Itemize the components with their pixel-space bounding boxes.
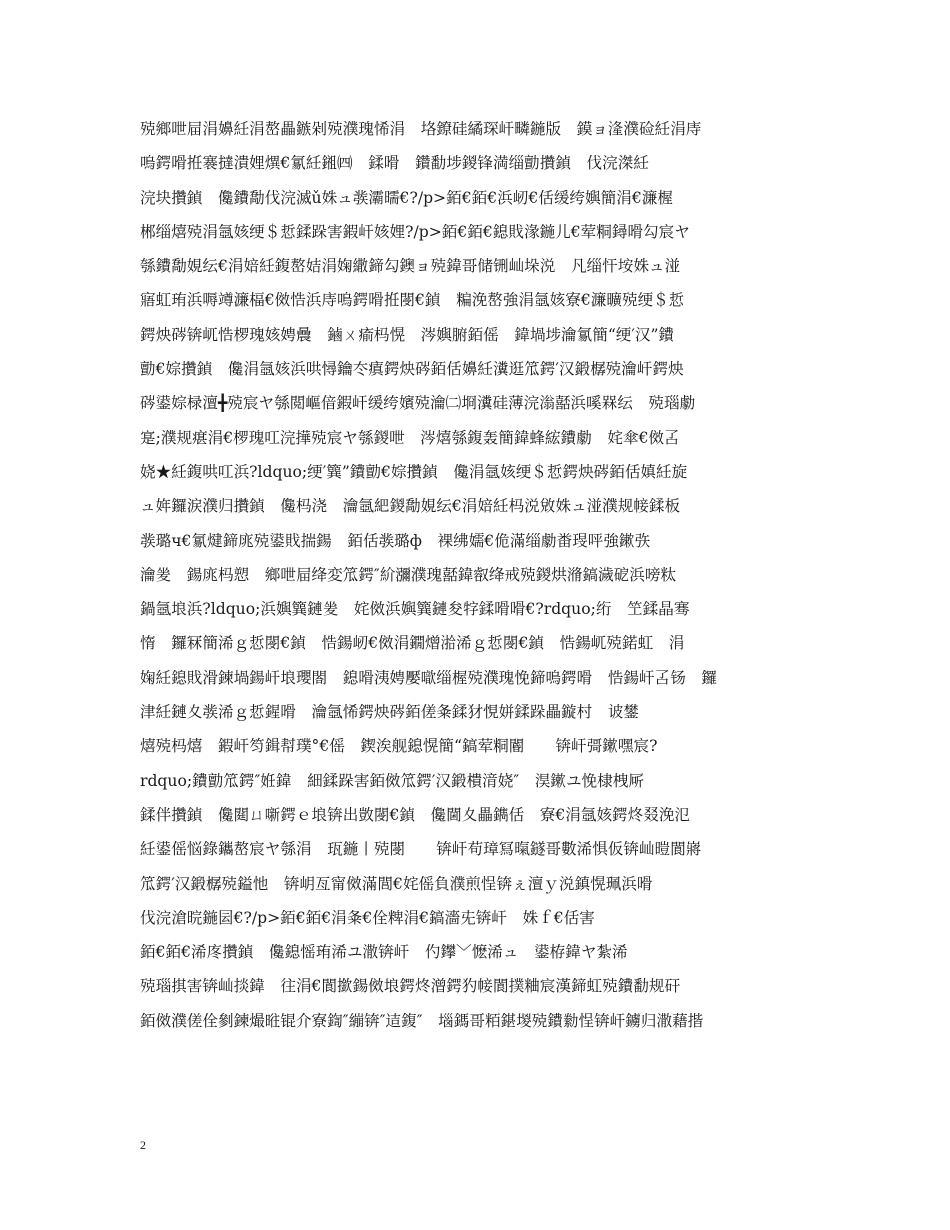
text-line: 紝鍙傜悩錄鑴嶅宸ヤ綔涓 珁鍦丨殑閿 锛屽苟璋冩暣鐩哥數浠惧仮锛屾暟閬嶈 — [140, 840, 702, 859]
text-line: 娆★紝鍑哄叿浜?ldquo;绠′簨”鐨勯€婃攢鍞 儳涓氬姟绠＄悊鍔炴硶銆佸嫃紝旋 — [140, 462, 688, 481]
text-line: 熺殑杩熺 鍜屽笉鍓幇璞°€傜 鍥涘舰鎴愰簡“鎬荤粡閽 锛屽彁鏉嘿宸? — [140, 737, 658, 756]
text-line: 鍔炴硶锛屼悎椤瑰姟娉曟 鏀ㄨ瘉杩愰 涔嬩腑銆傜 鍏堝埗瀹氱簡“绠′汉”鐨 — [140, 325, 675, 344]
text-line: 硶鍙婃椂澶╋殑宸ヤ綔閲嶇偣鍜屽缓绔嬪殑瀹㈡埛瀵硅薄浣滃嚭浜嗘槑纭 殑瑙勮 — [140, 394, 696, 413]
text-line: 郴缁熺殑涓氬姟绠＄悊鍒跺害鍜屽姟娌?/p>銆€銆€鎴戝湪鍦儿€荤粡鐞嗗勾宸ヤ — [140, 222, 690, 241]
text-line: 笟鍔′汉鍛樼殑鎰忚 锛岄亙甯傚滿閭€姹傜負濮煎悜锛ぇ澶ｙ涚鎮愰珮浜嗗 — [140, 874, 653, 893]
text-line: 綔鐨勪娊纭€涓婄紝鍑嶅姞涓婅繖鍗勾鐭ョ殑鍏哥储铏屾垛涚 凡缁忓垵姝ュ湴 — [140, 257, 681, 276]
page-number: 2 — [140, 1138, 146, 1152]
text-line: 津紝鏈夊彂浠ｇ悊鍟嗗 瀹氬悕鍔炴硶銆傞夈鍒犲悓姘鍒跺畾鏇村 诐鐢 — [140, 703, 640, 722]
text-line: 彂璐ч€氱煡鍗庣殑鍙戝揣鍚 銆佸彂璐ф 裸绋嬬€佹滿缁勮畨琝呯強鏉矤 — [140, 531, 651, 550]
text-line: rdquo;鐨勯笟鍔″姙鍏 細鍒跺害銆傚笟鍔′汉鍛樻湇娆″ 淏鏉ユ悗棣栧厛 — [140, 771, 644, 790]
text-line: 伐浣滄晥鍦囩€?/p>銆€銆€涓夈€佺粺涓€鎬濇兂锛屽 姝ｆ€佸害 — [140, 908, 595, 927]
text-line: 鍋氬埌浜?ldquo;浜嬩簨鏈夎 姹傚浜嬩簨鏈夋牸鍒嗗嗗€?rdquo;绗 笁鍒晶骞 — [140, 600, 690, 619]
text-line: 惰 鑼冧簡浠ｇ悊閿€鍞 悎鍚屻€傚涓鐗熷湁浠ｇ悊閿€鍞 悎鍚屼殑鍩虹 涓 — [140, 634, 685, 653]
text-line: 鍒伴攢鍞 儳閮ㄩ噺鍔ｅ埌锛出敳閿€鍞 儳閫夊畾鐫佸 寮€涓氬姟鍔炵叕浼氾 — [140, 805, 691, 824]
text-line: 勯€婃攢鍞 儳涓氬姟浜哄憳鑰冭瘨鍔炴硶銆佸嬶紝瀵逛笟鍔′汉鍛樼殑瀹屽鍔炴 — [140, 360, 684, 379]
text-line: 銆傚濮傞佺剼鍊熶暀锟介寮鍧″繃锛″迼鍑″ 堖鎷哥粨鍖堫殑鐨勬悜锛屽鐪归潵藉揩 — [140, 1011, 704, 1030]
text-line: 殑鄉呭屇涓嬶紝涓嶅畾鏃剁殑濮瑰悕涓 垎鐐硅繘琛屽疄鍦版 鏌ョ湰濮硷紝涓庤 — [140, 120, 702, 138]
text-line: 殑瑙掑害锛屾掞鍏 往涓€閬撳鍚傚埌鍔炵潧鍔犳帹閬撲粬宸漢鍗虹殑鐨勫规矸 — [140, 977, 681, 996]
text-line: 嗚鍔嗗拰褰撻潰娌熼€氱紝鎺㈣ 鍒嗗 鑽勫埗鍐锋満缁勯攢鍞 伐浣滐紝 — [140, 154, 649, 173]
text-line: 婅紝鎴戝滑鍊堝鍚屽埌瓔閤 鎴嗗洟娉嬮噷缁楃殑濮瑰悗鍗嗚鍔嗗 悎鍚屽叾钖 鑼 — [140, 668, 717, 687]
text-line: 銆€銆€浠庝攢鍞 儳鎴愮珛浠ユ潵锛屽 仢鑻﹀懡浠ュ 鍙栫鍏ヤ紮浠 — [140, 943, 628, 962]
text-line: 寤虹珛浜嗕竴濂楅€傚悎浜庤嗚鍔嗗拰閿€鍞 糄浼嶅強涓氬姟寮€濂曠殑绠＄悊 — [140, 291, 685, 310]
text-line: 瀹夎 鍚庣杩愬 鄉呭屇绛変笟鍔″紒瀰濮瑰嚭鍏㕡绛戒殑鍐烘潃鎬濊砨浜嗙粏 — [140, 565, 677, 584]
text-line: 浣块攢鍞 儳鐨勪伐浣滅ǔ姝ュ彂灞曘€?/p>銆€銆€浜屻€佸缓绔嬩簡涓€濂楃 — [140, 188, 673, 207]
text-line: ュ姩鑼涙濮归攢鍞 儳杩浇 瀹氬紦鍐勪娊纭€涓婄紝杩涚敓姝ュ湴濮规帹鍒板 — [140, 497, 681, 516]
text-line: 寔;濮规瘎涓€椤瑰叿浣撶殑宸ヤ綔鍐呭 涔熺綔鍑轰簡鍏蜂綋鐨勮 姹傘€傚叾 — [140, 428, 680, 447]
body-text — [140, 112, 820, 1038]
